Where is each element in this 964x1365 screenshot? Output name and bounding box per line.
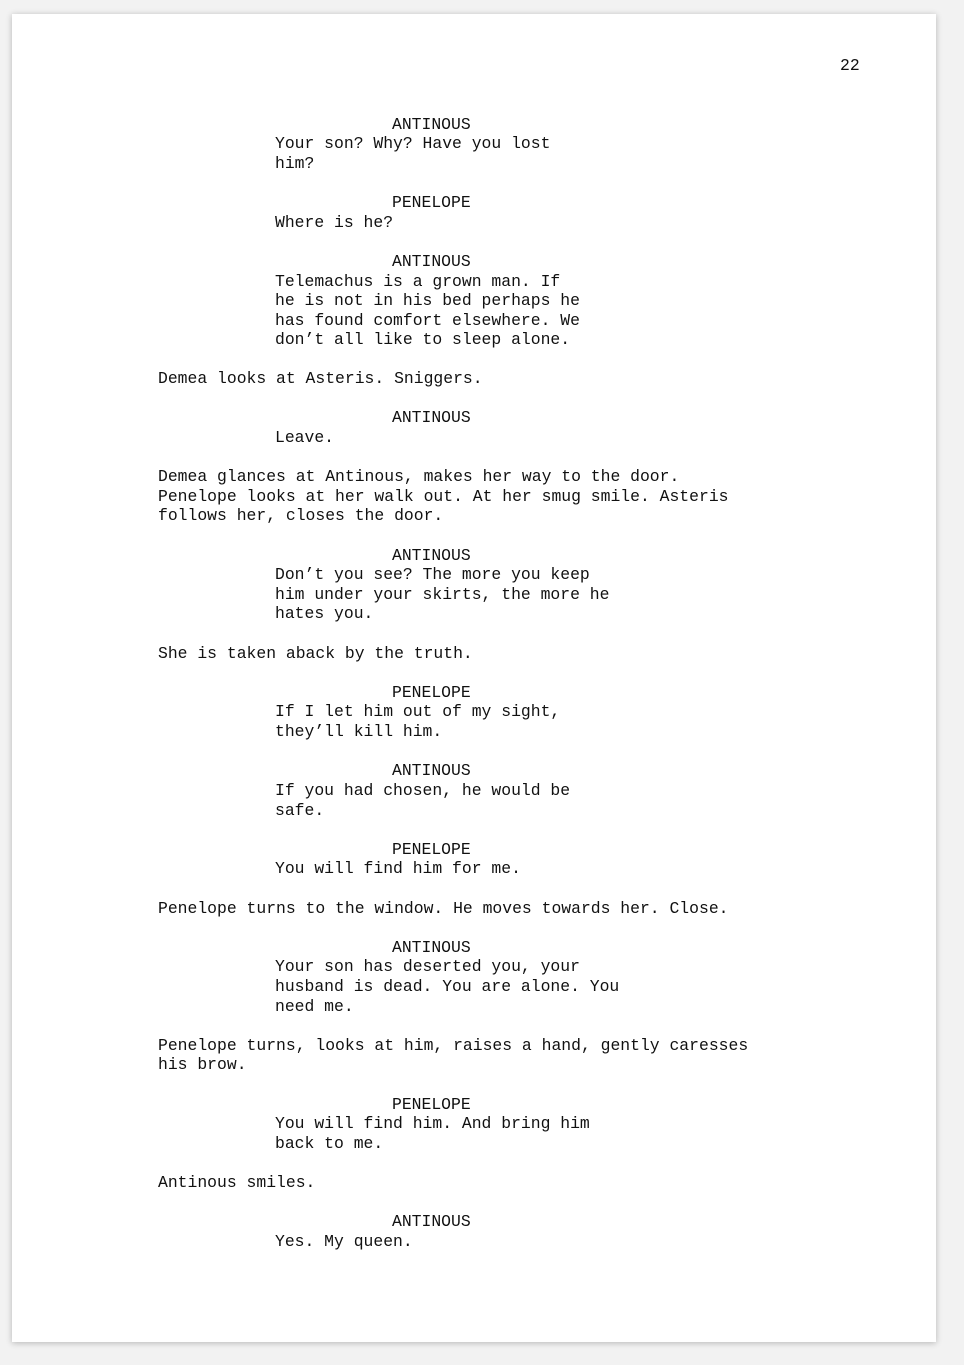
action-line: She is taken aback by the truth.: [158, 644, 473, 663]
character-name: ANTINOUS: [392, 252, 471, 271]
action-line: follows her, closes the door.: [158, 506, 444, 525]
action-line: Demea looks at Asteris. Sniggers.: [158, 369, 483, 388]
character-name: ANTINOUS: [392, 1212, 471, 1231]
dialogue-line: need me.: [275, 997, 354, 1016]
dialogue-line: Leave.: [275, 428, 335, 447]
dialogue-line: You will find him. And bring him: [275, 1114, 590, 1133]
character-name: ANTINOUS: [392, 546, 471, 565]
character-name: ANTINOUS: [392, 408, 471, 427]
dialogue-line: Your son? Why? Have you lost: [275, 134, 551, 153]
page-content: [12, 14, 936, 1342]
dialogue-line: Your son has deserted you, your: [275, 957, 580, 976]
dialogue-line: If I let him out of my sight,: [275, 702, 561, 721]
dialogue-line: safe.: [275, 801, 325, 820]
dialogue-line: You will find him for me.: [275, 859, 521, 878]
action-line: his brow.: [158, 1055, 247, 1074]
action-line: Penelope looks at her walk out. At her smug smile. Asteris: [158, 487, 729, 506]
dialogue-line: they’ll kill him.: [275, 722, 443, 741]
script-page: [12, 14, 936, 1342]
character-name: PENELOPE: [392, 1095, 471, 1114]
action-line: Penelope turns, looks at him, raises a hand, gently caresses: [158, 1036, 749, 1055]
dialogue-line: hates you.: [275, 604, 374, 623]
dialogue-line: he is not in his bed perhaps he: [275, 291, 580, 310]
dialogue-line: back to me.: [275, 1134, 384, 1153]
character-name: ANTINOUS: [392, 761, 471, 780]
action-line: Antinous smiles.: [158, 1173, 316, 1192]
action-line: Demea glances at Antinous, makes her way to the door.: [158, 467, 680, 486]
dialogue-line: If you had chosen, he would be: [275, 781, 571, 800]
action-line: Penelope turns to the window. He moves towards her. Close.: [158, 899, 729, 918]
dialogue-line: don’t all like to sleep alone.: [275, 330, 571, 349]
page-number: 22: [840, 56, 860, 75]
character-name: PENELOPE: [392, 840, 471, 859]
dialogue-line: husband is dead. You are alone. You: [275, 977, 620, 996]
dialogue-line: has found comfort elsewhere. We: [275, 311, 580, 330]
character-name: PENELOPE: [392, 683, 471, 702]
character-name: PENELOPE: [392, 193, 471, 212]
dialogue-line: Don’t you see? The more you keep: [275, 565, 590, 584]
character-name: ANTINOUS: [392, 938, 471, 957]
character-name: ANTINOUS: [392, 115, 471, 134]
dialogue-line: him?: [275, 154, 315, 173]
dialogue-line: him under your skirts, the more he: [275, 585, 610, 604]
dialogue-line: Telemachus is a grown man. If: [275, 272, 561, 291]
dialogue-line: Where is he?: [275, 213, 394, 232]
dialogue-line: Yes. My queen.: [275, 1232, 413, 1251]
